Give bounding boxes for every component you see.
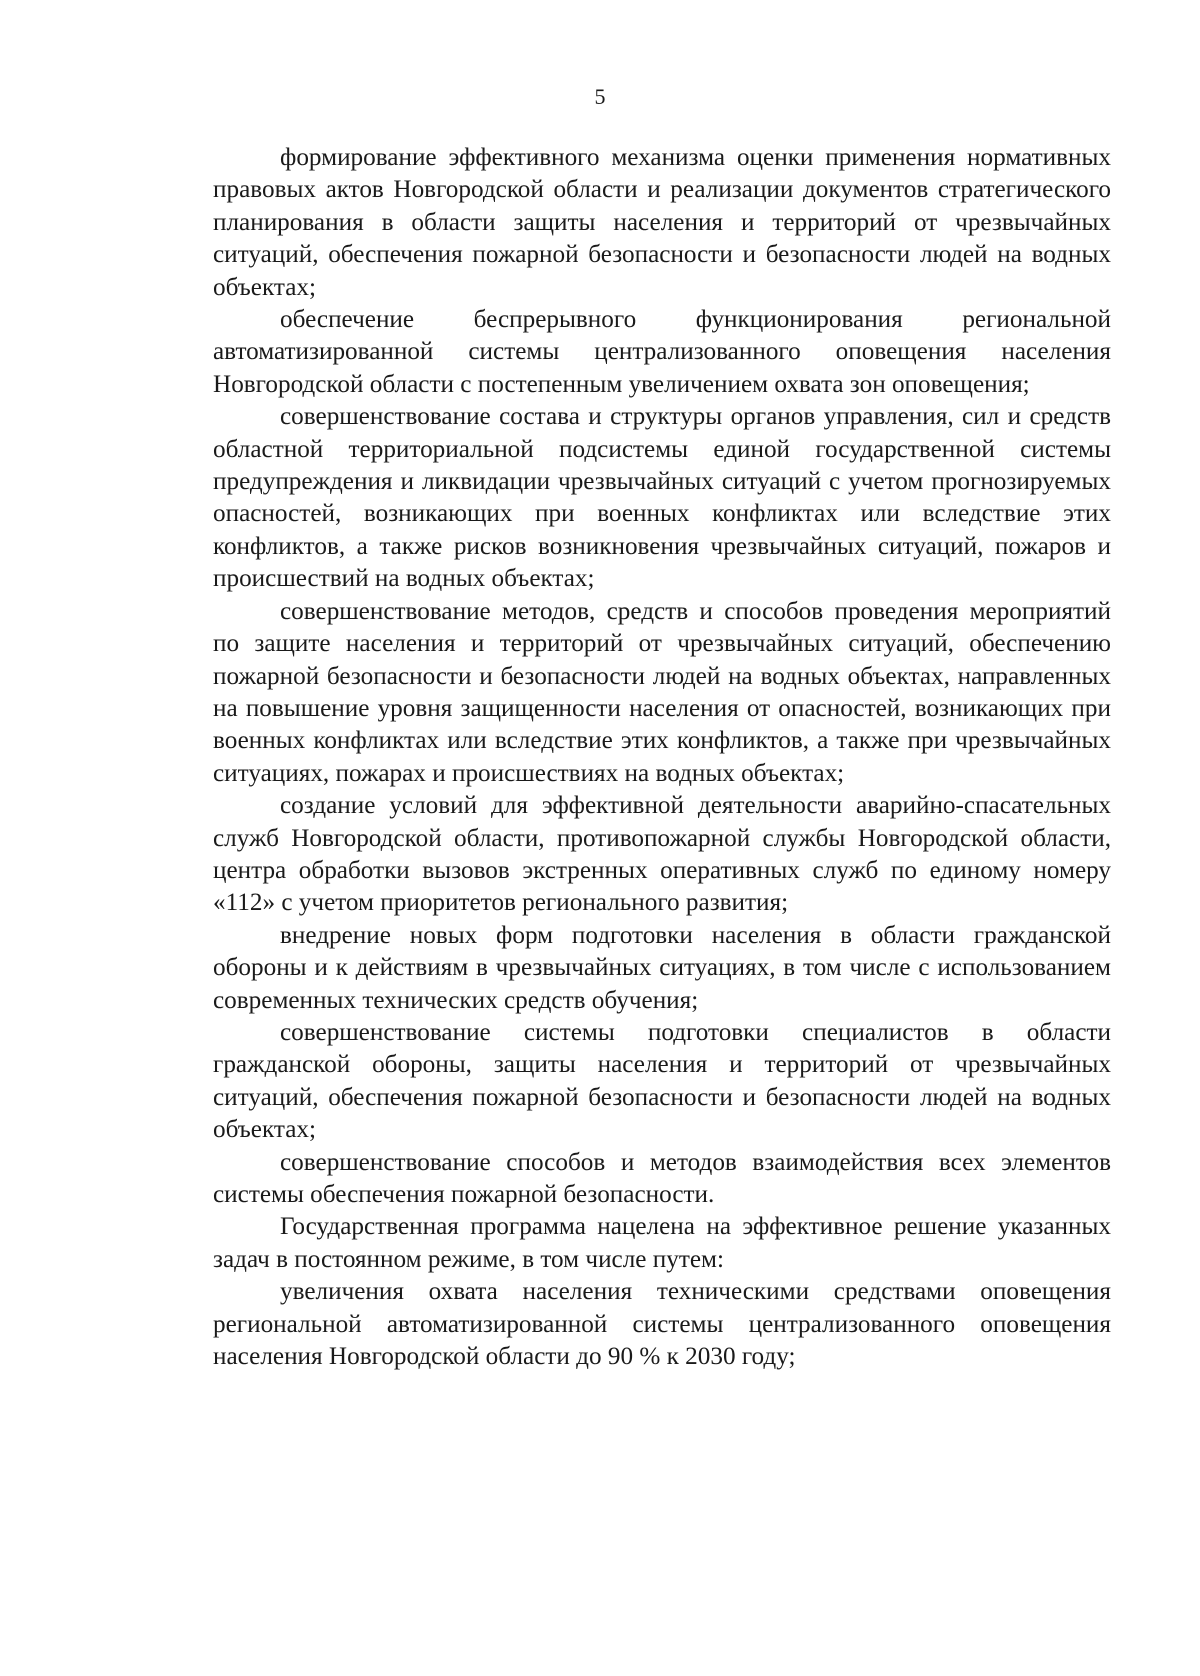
page-number: 5 (594, 84, 606, 109)
paragraph: совершенствование состава и структуры органов управления, сил и средств областной территориальной подсистемы единой государственной системы предупреждения и ликвидации чрезвычайных ситуаций с учетом прогнозируемых опасностей, возникающих при военных конфликтах или вследствие этих конфликтов, а также рисков возникновения чрезвычайных ситуаций, пожаров и происшествий на водных объектах; (213, 403, 1111, 593)
paragraph: совершенствование способов и методов взаимодействия всех элементов системы обеспечения пожарной безопасности. (213, 1148, 1111, 1208)
paragraph: увеличения охвата населения техническими средствами оповещения региональной автоматизированной системы централизованного оповещения населения Новгородской области до 90 % к 2030 году; (213, 1278, 1111, 1371)
paragraph: обеспечение беспрерывного функционирования региональной автоматизированной системы централизованного оповещения населения Новгородской области с постепенным увеличением охвата зон оповещения; (213, 306, 1111, 398)
document-body (213, 142, 1111, 1373)
paragraph: совершенствование методов, средств и способов проведения мероприятий по защите населения и территорий от чрезвычайных ситуаций, обеспечению пожарной безопасности и безопасности людей на водных объектах, направленных на повышение уровня защищенности населения от опасностей, возникающих при военных конфликтах или вследствие этих конфликтов, а также при чрезвычайных ситуациях, пожарах и происшествиях на водных объектах; (213, 597, 1111, 787)
paragraph: формирование эффективного механизма оценки применения нормативных правовых актов Новгородской области и реализации документов стратегического планирования в области защиты населения и территорий от чрезвычайных ситуаций, обеспечения пожарной безопасности и безопасности людей на водных объектах; (213, 144, 1111, 301)
paragraph: совершенствование системы подготовки специалистов в области гражданской обороны, защиты населения и территорий от чрезвычайных ситуаций, обеспечения пожарной безопасности и безопасности людей на водных объектах; (213, 1018, 1111, 1144)
paragraph: создание условий для эффективной деятельности аварийно-спасательных служб Новгородской области, противопожарной службы Новгородской области, центра обработки вызовов экстренных оперативных служб по единому номеру «112» с учетом приоритетов регионального развития; (213, 792, 1111, 917)
paragraph: Государственная программа нацелена на эффективное решение указанных задач в постоянном режиме, в том числе путем: (213, 1213, 1111, 1273)
paragraph: внедрение новых форм подготовки населения в области гражданской обороны и к действиям в чрезвычайных ситуациях, в том числе с использованием современных технических средств обучения; (213, 921, 1111, 1014)
